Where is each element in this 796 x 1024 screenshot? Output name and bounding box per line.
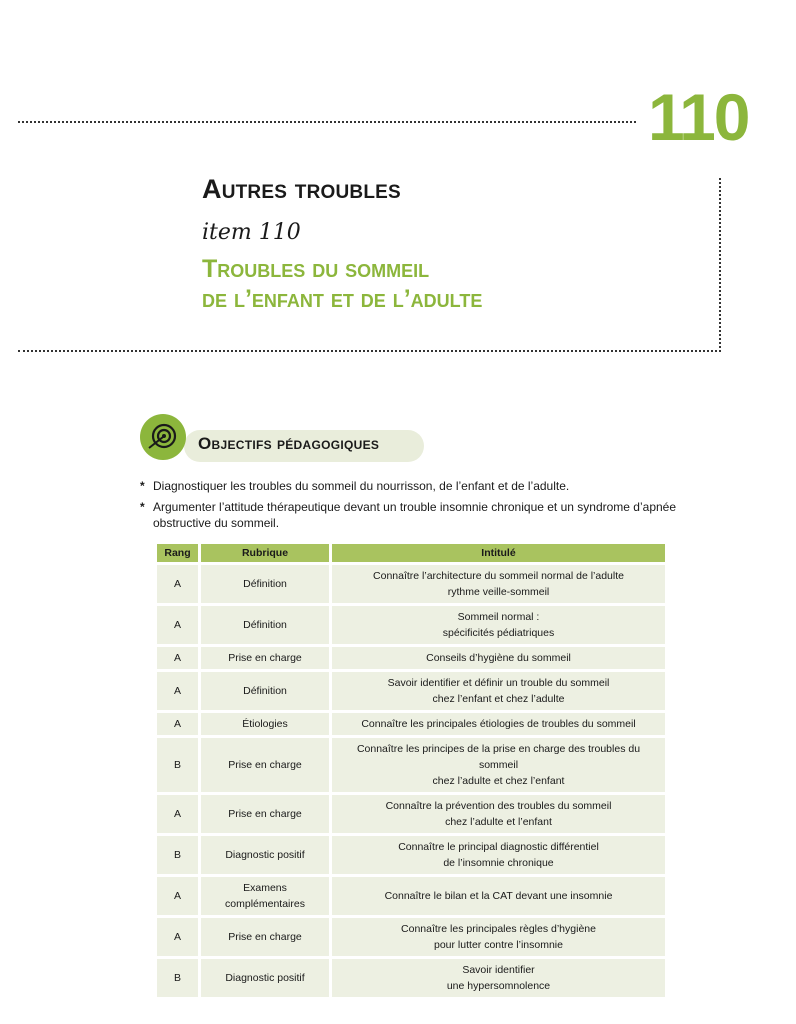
cell-intitule: Savoir identifier une hypersomnolence [332, 959, 665, 997]
dotted-rule-top [18, 121, 636, 123]
table-row [157, 959, 665, 997]
cell-rubrique: Prise en charge [201, 795, 329, 833]
cell-rang: B [157, 959, 198, 997]
bullet-icon: * [140, 500, 145, 514]
objectives-table [154, 541, 668, 1000]
objectives-heading: Objectifs pédagogiques [198, 434, 380, 453]
objectives-list [140, 478, 680, 536]
chapter-number: 110 [648, 80, 749, 154]
cell-rang: A [157, 606, 198, 644]
target-icon [140, 414, 186, 460]
cell-intitule: Connaître le principal diagnostic différentiel de l’insomnie chronique [332, 836, 665, 874]
table-row [157, 836, 665, 874]
cell-rubrique: Prise en charge [201, 738, 329, 792]
cell-rubrique: Diagnostic positif [201, 836, 329, 874]
cell-rubrique: Diagnostic positif [201, 959, 329, 997]
header-rubrique: Rubrique [201, 544, 329, 562]
cell-rang: A [157, 713, 198, 735]
dotted-rule-right [719, 178, 721, 352]
cell-rang: A [157, 672, 198, 710]
table-header-row [157, 544, 665, 562]
table-row [157, 713, 665, 735]
cell-rang: A [157, 795, 198, 833]
cell-intitule: Sommeil normal : spécificités pédiatriques [332, 606, 665, 644]
cell-intitule: Connaître la prévention des troubles du sommeil chez l’adulte et l’enfant [332, 795, 665, 833]
table-row [157, 565, 665, 603]
table-row [157, 795, 665, 833]
cell-intitule: Connaître le bilan et la CAT devant une insomnie [332, 877, 665, 915]
cell-intitule: Savoir identifier et définir un trouble du sommeil chez l’enfant et chez l’adulte [332, 672, 665, 710]
cell-rang: B [157, 836, 198, 874]
table-row [157, 918, 665, 956]
table-row [157, 877, 665, 915]
cell-rang: A [157, 565, 198, 603]
cell-intitule: Conseils d’hygiène du sommeil [332, 647, 665, 669]
item-title-line-2: de l’enfant et de l’adulte [202, 285, 483, 313]
dotted-rule-bottom [18, 350, 721, 352]
objective-item: * Argumenter l’attitude thérapeutique devant un trouble insomnie chronique et un syndrome d’apnée obstructive du sommeil. [140, 500, 677, 530]
table-row [157, 672, 665, 710]
chapter-title: Autres troubles [202, 174, 401, 204]
cell-rubrique: Définition [201, 672, 329, 710]
cell-intitule: Connaître les principales règles d’hygiène pour lutter contre l’insomnie [332, 918, 665, 956]
cell-rubrique: Prise en charge [201, 647, 329, 669]
table-row [157, 647, 665, 669]
cell-rubrique: Définition [201, 606, 329, 644]
item-title [202, 254, 482, 314]
bullet-icon: * [140, 479, 145, 493]
cell-intitule: Connaître les principes de la prise en charge des troubles du sommeil chez l’adulte et chez l’enfant [332, 738, 665, 792]
cell-rubrique: Examens complémentaires [201, 877, 329, 915]
cell-rang: A [157, 918, 198, 956]
table-row [157, 738, 665, 792]
cell-rubrique: Définition [201, 565, 329, 603]
header-intitule: Intitulé [332, 544, 665, 562]
cell-intitule: Connaître l’architecture du sommeil normal de l’adulte rythme veille-sommeil [332, 565, 665, 603]
item-label: item 110 [202, 220, 301, 245]
cell-rang: A [157, 647, 198, 669]
item-title-line-1: Troubles du sommeil [202, 255, 430, 283]
cell-rang: A [157, 877, 198, 915]
cell-rang: B [157, 738, 198, 792]
objective-item: * Diagnostiquer les troubles du sommeil du nourrisson, de l’enfant et de l’adulte. [140, 479, 570, 493]
cell-intitule: Connaître les principales étiologies de troubles du sommeil [332, 713, 665, 735]
cell-rubrique: Étiologies [201, 713, 329, 735]
cell-rubrique: Prise en charge [201, 918, 329, 956]
header-rang: Rang [157, 544, 198, 562]
table-row [157, 606, 665, 644]
